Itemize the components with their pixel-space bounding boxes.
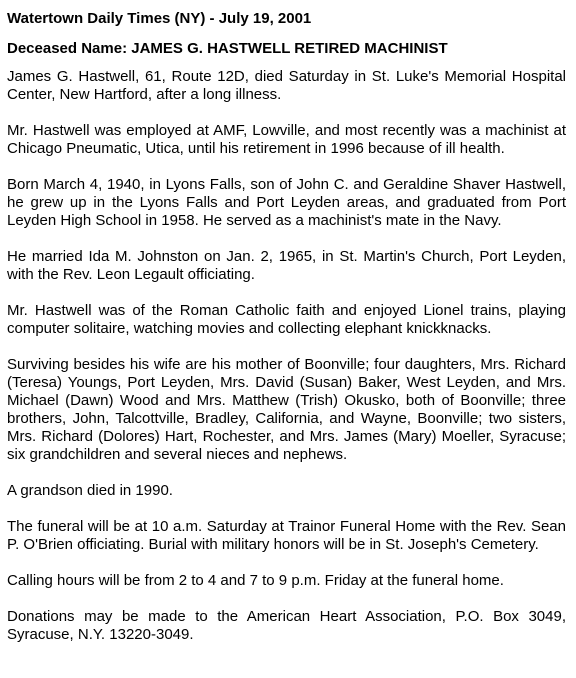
paragraph-birth-education: Born March 4, 1940, in Lyons Falls, son of John C. and Geraldine Shaver Hastwell, he grew up in the Lyons Falls and Port Leyden areas, and graduated from Port Leyden High School in 1958. He served as a machinist's mate in the Navy. bbox=[7, 176, 566, 229]
source-heading: Watertown Daily Times (NY) - July 19, 2001 bbox=[7, 10, 312, 27]
paragraph-marriage: He married Ida M. Johnston on Jan. 2, 1965, in St. Martin's Church, Port Leyden, with the Rev. Leon Legault officiating. bbox=[7, 248, 566, 283]
paragraph-employment: Mr. Hastwell was employed at AMF, Lowville, and most recently was a machinist at Chicago Pneumatic, Utica, until his retirement in 1996 because of ill health. bbox=[7, 122, 566, 157]
obituary-document bbox=[7, 10, 566, 644]
paragraph-faith-hobbies: Mr. Hastwell was of the Roman Catholic faith and enjoyed Lionel trains, playing computer solitaire, watching movies and collecting elephant knickknacks. bbox=[7, 302, 566, 337]
paragraph-calling-hours: Calling hours will be from 2 to 4 and 7 to 9 p.m. Friday at the funeral home. bbox=[7, 572, 504, 589]
deceased-name-heading: Deceased Name: JAMES G. HASTWELL RETIRED MACHINIST bbox=[7, 40, 448, 57]
paragraph-predeceased: A grandson died in 1990. bbox=[7, 482, 173, 499]
paragraph-survivors: Surviving besides his wife are his mother of Boonville; four daughters, Mrs. Richard (Teresa) Youngs, Port Leyden, Mrs. David (Susan) Baker, West Leyden, and Mrs. Michael (Dawn) Wood and Mrs. Matthew (Trish) Okusko, both of Boonville; three brothers, John, Talcottville, Bradley, California, and Wayne, Boonville; two sisters, Mrs. Richard (Dolores) Hart, Rochester, and Mrs. James (Mary) Moeller, Syracuse; six grandchildren and several nieces and nephews. bbox=[7, 356, 566, 463]
paragraph-donations: Donations may be made to the American Heart Association, P.O. Box 3049, Syracuse, N.Y. 13220-3049. bbox=[7, 608, 566, 643]
paragraph-funeral: The funeral will be at 10 a.m. Saturday at Trainor Funeral Home with the Rev. Sean P. O'Brien officiating. Burial with military honors will be in St. Joseph's Cemetery. bbox=[7, 518, 566, 553]
paragraph-death-notice: James G. Hastwell, 61, Route 12D, died Saturday in St. Luke's Memorial Hospital Center, New Hartford, after a long illness. bbox=[7, 68, 566, 103]
